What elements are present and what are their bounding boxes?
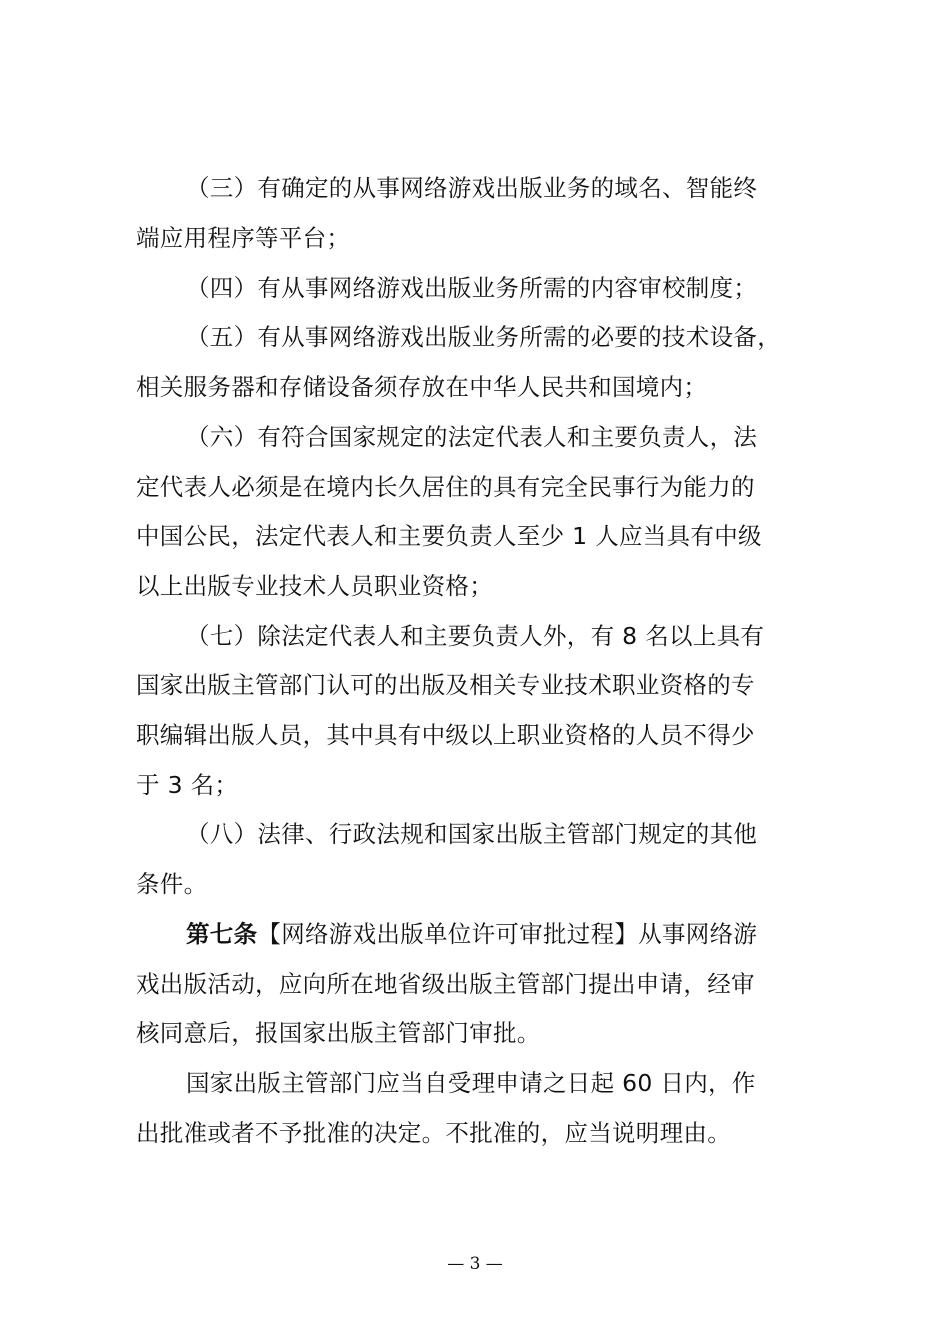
paragraph-line: 端应用程序等平台； [136,224,351,252]
article-heading: 第七条 [186,920,258,948]
page-number: — 3 — [447,1254,503,1274]
paragraph-line: 核同意后，报国家出版主管部门审批。 [136,1019,541,1047]
paragraph-line: 国家出版主管部门应当自受理申请之日起 60 日内，作 [186,1069,756,1097]
paragraph-line: （五）有从事网络游戏出版业务所需的必要的技术设备， [186,323,781,351]
paragraph-line: 条件。 [136,870,208,898]
paragraph-line: （七）除法定代表人和主要负责人外，有 8 名以上具有 [186,622,765,650]
paragraph-line: （六）有符合国家规定的法定代表人和主要负责人，法 [186,423,758,451]
paragraph-line: 中国公民，法定代表人和主要负责人至少 1 人应当具有中级 [136,522,762,550]
article-title-text: 【网络游戏出版单位许可审批过程】从事网络游 [257,920,758,948]
paragraph-line: （三）有确定的从事网络游戏出版业务的域名、智能终 [186,174,758,202]
paragraph-line: 相关服务器和存储设备须存放在中华人民共和国境内； [136,373,708,401]
paragraph-line: （八）法律、行政法规和国家出版主管部门规定的其他 [186,820,758,848]
article-first-line [186,919,757,949]
paragraph-line: 定代表人必须是在境内长久居住的具有完全民事行为能力的 [136,473,755,501]
paragraph-line: （四）有从事网络游戏出版业务所需的内容审校制度； [186,274,758,302]
paragraph-line: 出批准或者不予批准的决定。不批准的，应当说明理由。 [136,1119,731,1147]
paragraph-line: 国家出版主管部门认可的出版及相关专业技术职业资格的专 [136,671,755,699]
paragraph-line: 于 3 名； [136,771,239,799]
paragraph-line: 戏出版活动，应向所在地省级出版主管部门提出申请，经审 [136,970,755,998]
paragraph-line: 职编辑出版人员，其中具有中级以上职业资格的人员不得少 [136,721,755,749]
paragraph-line: 以上出版专业技术人员职业资格； [136,572,493,600]
